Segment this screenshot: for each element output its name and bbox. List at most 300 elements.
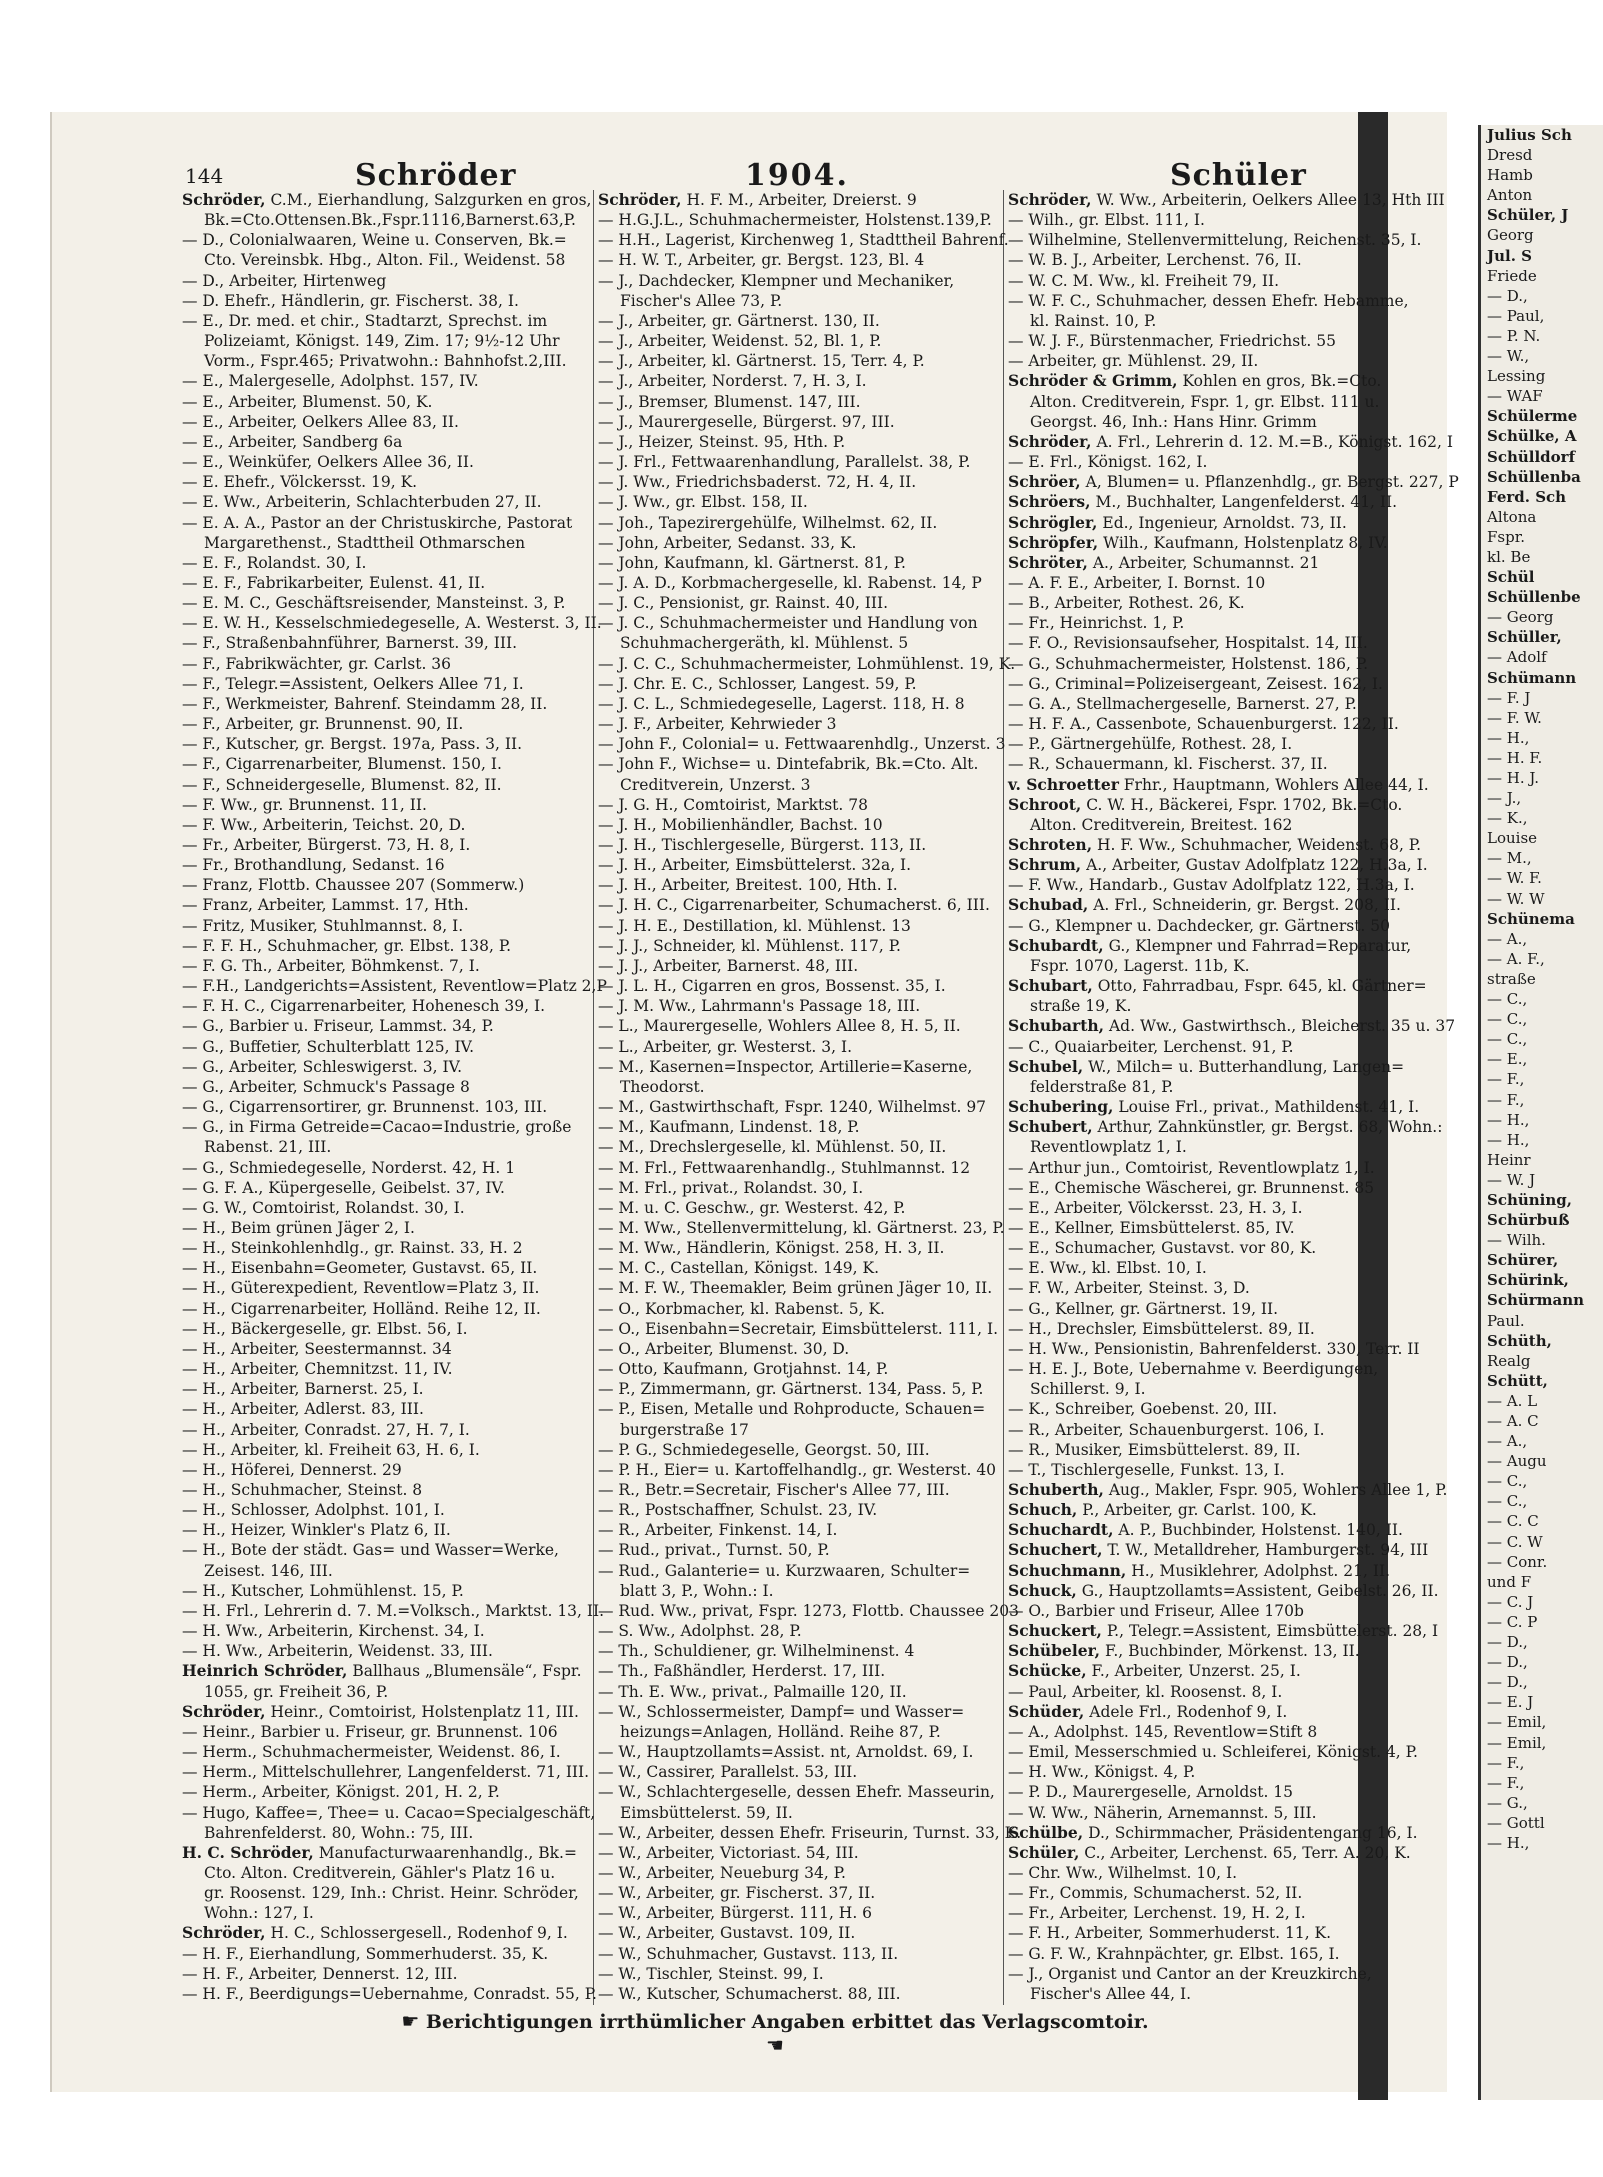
entry-text: — M., Gastwirthschaft, Fspr. 1240, Wilhelmst. 97 <box>598 1098 987 1117</box>
directory-entry <box>1008 190 1445 210</box>
next-page-fragment: Friede <box>1487 266 1537 285</box>
directory-entry <box>182 573 590 593</box>
entry-text: Creditverein, Unzerst. 3 <box>620 775 811 794</box>
next-page-fragment: — H., <box>1487 728 1530 747</box>
directory-entry <box>1008 1520 1408 1540</box>
entry-text: T. W., Metalldreher, Hamburgerst. 94, III <box>1107 1541 1429 1560</box>
next-page-fragment: Julius Sch <box>1487 126 1572 144</box>
entry-text: Arthur, Zahnkünstler, gr. Bergst. 68, Wohn.: <box>1097 1118 1443 1137</box>
next-page-fragment: Schüning, <box>1487 1190 1572 1209</box>
directory-entry <box>598 492 1000 512</box>
directory-entry <box>182 1440 590 1460</box>
entry-text: Wilh., Kaufmann, Holstenplatz 8, IV. <box>1103 533 1388 552</box>
directory-entry <box>182 1218 590 1238</box>
directory-entry <box>598 533 1000 553</box>
directory-entry <box>182 392 590 412</box>
entry-surname: Schubad, <box>1008 895 1089 915</box>
directory-entry <box>598 654 1016 674</box>
directory-entry <box>1008 1097 1420 1117</box>
directory-entry <box>182 1722 590 1742</box>
entry-text: — H., Arbeiter, kl. Freiheit 63, H. 6, I. <box>182 1440 480 1459</box>
entry-text: — H., Bote der städt. Gas= und Wasser=Werke, <box>182 1541 559 1560</box>
entry-text: — F., Schneidergeselle, Blumenst. 82, II. <box>182 775 502 794</box>
directory-entry <box>598 633 1000 653</box>
column-1 <box>182 190 607 2005</box>
entry-text: — Th., Faßhändler, Herderst. 17, III. <box>598 1662 886 1681</box>
entry-surname: Schubering, <box>1008 1097 1114 1117</box>
entry-text: — J. L. H., Cigarren en gros, Bossenst. 35, I. <box>598 977 946 996</box>
directory-entry <box>598 1682 1000 1702</box>
directory-entry <box>598 1722 1000 1742</box>
next-page-fragment: Georg <box>1487 226 1534 245</box>
entry-text: — E. Ww., Arbeiterin, Schlachterbuden 27, II. <box>182 493 542 512</box>
directory-entry <box>182 351 590 371</box>
entry-text: Bahrenfelderst. 80, Wohn.: 75, III. <box>204 1823 474 1842</box>
entry-text: — H., Schlosser, Adolphst. 101, I. <box>182 1501 445 1520</box>
directory-entry <box>598 513 1000 533</box>
directory-entry <box>182 1903 590 1923</box>
next-page-fragment: — A. C <box>1487 1412 1539 1430</box>
entry-text: — H., Drechsler, Eimsbüttelerst. 89, II. <box>1008 1319 1315 1338</box>
entry-text: — John, Kaufmann, kl. Gärtnerst. 81, P. <box>598 553 906 572</box>
directory-entry <box>1008 1580 1439 1601</box>
entry-surname: Schubert, <box>1008 1117 1093 1137</box>
entry-text: — M., Drechslergeselle, kl. Mühlenst. 50, II. <box>598 1138 947 1157</box>
next-page-fragment: — C., <box>1487 1492 1528 1511</box>
directory-entry <box>1008 613 1408 633</box>
footer-text: Berichtigungen irrthümlicher Angaben erbittet das Verlagscomtoir. <box>425 2011 1149 2033</box>
entry-text: Fischer's Allee 44, I. <box>1030 1984 1192 2003</box>
year-heading: 1904. <box>745 158 849 193</box>
entry-text: — F. Ww., Handarb., Gustav Adolfplatz 122, H.3a, I. <box>1008 876 1415 895</box>
entry-text: — J. H., Mobilienhändler, Bachst. 10 <box>598 815 883 834</box>
entry-text: — J. H., Arbeiter, Breitest. 100, Hth. I. <box>598 876 898 895</box>
directory-entry <box>1008 1440 1408 1460</box>
entry-surname: Schröder, <box>182 1701 266 1721</box>
directory-entry <box>1008 1037 1408 1057</box>
next-page-fragment: — F., <box>1487 1070 1525 1089</box>
entry-surname: Schröers, <box>1008 492 1091 512</box>
entry-text: Reventlowplatz 1, I. <box>1030 1138 1187 1157</box>
entry-surname: v. Schroetter <box>1008 774 1119 794</box>
directory-entry <box>182 1520 590 1540</box>
entry-text: — Arbeiter, gr. Mühlenst. 29, II. <box>1008 352 1259 371</box>
directory-entry <box>1008 1702 1408 1722</box>
next-page-fragment: — E., <box>1487 1050 1528 1069</box>
next-page-fragment: Louise <box>1487 829 1538 848</box>
entry-text: M., Buchhalter, Langenfelderst. 41, II. <box>1095 493 1398 512</box>
directory-entry <box>182 1359 590 1379</box>
entry-text: — L., Maurergeselle, Wohlers Allee 8, H. 5, II. <box>598 1017 961 1036</box>
entry-text: — H., Arbeiter, Barnerst. 25, I. <box>182 1380 424 1399</box>
directory-entry <box>182 1460 590 1480</box>
directory-entry <box>1008 935 1412 956</box>
entry-text: — W., Tischler, Steinst. 99, I. <box>598 1964 824 1983</box>
entry-text: A., Arbeiter, Schumannst. 21 <box>1092 553 1320 572</box>
directory-entry <box>598 210 1000 230</box>
entry-text: — J. C. L., Schmiedegeselle, Lagerst. 118, H. 8 <box>598 694 965 713</box>
directory-entry <box>1008 1722 1408 1742</box>
next-page-fragment: — C., <box>1487 990 1528 1009</box>
entry-text: Cto. Alton. Creditverein, Gähler's Platz 16 u. <box>204 1863 556 1882</box>
entry-text: — G. F. A., Küpergeselle, Geibelst. 37, IV. <box>182 1178 505 1197</box>
directory-entry <box>182 1682 590 1702</box>
directory-entry <box>1008 1057 1408 1077</box>
entry-text: Bk.=Cto.Ottensen.Bk.,Fspr.1116,Barnerst.63,P. <box>204 211 576 230</box>
entry-text: — J. H., Tischlergeselle, Bürgerst. 113, II. <box>598 836 927 854</box>
entry-text: — M. F. W., Theemakler, Beim grünen Jäger 10, II. <box>598 1279 993 1298</box>
next-page-fragment: Schüler, J <box>1487 206 1569 225</box>
directory-entry <box>182 1621 590 1641</box>
directory-entry <box>598 916 1000 936</box>
entry-text: — F. H. C., Cigarrenarbeiter, Hohenesch 39, I. <box>182 997 546 1016</box>
directory-entry <box>1008 875 1415 895</box>
next-page-fragment: — W., <box>1487 347 1530 366</box>
entry-surname: H. C. Schröder, <box>182 1842 314 1862</box>
entry-text: P., Arbeiter, gr. Carlst. 100, K. <box>1082 1501 1317 1520</box>
entry-text: — W., Arbeiter, Victoriast. 54, III. <box>598 1843 859 1862</box>
entry-text: — E. M. C., Geschäftsreisender, Mansteinst. 3, P. <box>182 594 566 613</box>
next-page-fragment: — W. F. <box>1487 869 1542 888</box>
directory-entry <box>1008 1621 1439 1641</box>
next-page-fragment: Lessing <box>1487 367 1546 386</box>
entry-text: burgerstraße 17 <box>620 1420 749 1439</box>
directory-entry <box>1008 1601 1408 1621</box>
directory-entry <box>598 1299 1000 1319</box>
next-page-fragment: — Wilh. <box>1487 1231 1546 1250</box>
entry-text: — H. Ww., Arbeiterin, Weidenst. 33, III. <box>182 1642 493 1661</box>
entry-text: A. Frl., Lehrerin d. 12. M.=B., Königst. 162, I <box>1096 432 1454 451</box>
entry-text: — W., Kutscher, Schumacherst. 88, III. <box>598 1984 901 2003</box>
entry-text: — A., Adolphst. 145, Reventlow=Stift 8 <box>1008 1722 1318 1741</box>
right-running-head: Schüler <box>1170 158 1307 193</box>
directory-entry <box>598 1379 1000 1399</box>
directory-entry <box>1008 714 1408 734</box>
entry-text: — G., Schuhmachermeister, Holstenst. 186, P. <box>1008 654 1369 673</box>
directory-entry <box>1008 1218 1408 1238</box>
directory-entry <box>598 1843 1000 1863</box>
entry-text: — G., Kellner, gr. Gärtnerst. 19, II. <box>1008 1299 1279 1318</box>
entry-text: — J., Arbeiter, Norderst. 7, H. 3, I. <box>598 372 867 391</box>
entry-text: — John, Arbeiter, Sedanst. 33, K. <box>598 533 857 552</box>
directory-entry <box>1008 1863 1408 1883</box>
directory-entry <box>1008 1500 1408 1520</box>
directory-entry <box>598 412 1000 432</box>
entry-text: — J. H. C., Cigarrenarbeiter, Schumacherst. 6, III. <box>598 896 990 915</box>
next-page-fragment: Altona <box>1487 507 1537 526</box>
entry-text: — H., Arbeiter, Adlerst. 83, III. <box>182 1400 424 1419</box>
entry-surname: Schübeler, <box>1008 1641 1101 1661</box>
next-page-fragment: Jul. S <box>1487 246 1532 265</box>
next-page-fragment: Hamb <box>1487 166 1533 185</box>
entry-text: — E., Weinküfer, Oelkers Allee 36, II. <box>182 453 474 472</box>
entry-text: — J., Arbeiter, kl. Gärtnerst. 15, Terr. 4, P. <box>598 352 925 371</box>
next-page-fragment: — C., <box>1487 1010 1528 1029</box>
entry-text: D., Schirmmacher, Präsidentengang 16, I. <box>1088 1823 1418 1842</box>
entry-text: — H., Eisenbahn=Geometer, Gustavst. 65, II. <box>182 1259 538 1278</box>
directory-entry <box>1008 1137 1408 1157</box>
entry-surname: Schuchmann, <box>1008 1560 1127 1580</box>
directory-entry <box>182 593 590 613</box>
entry-text: — W. Ww., Näherin, Arnemannst. 5, III. <box>1008 1803 1317 1822</box>
directory-entry <box>1008 1399 1408 1419</box>
entry-text: — F. O., Revisionsaufseher, Hospitalst. 14, III. <box>1008 634 1368 653</box>
directory-entry <box>1008 1742 1418 1762</box>
directory-entry <box>598 1339 1000 1359</box>
entry-text: Frhr., Hauptmann, Wohlers Allee 44, I. <box>1123 775 1429 794</box>
directory-entry <box>1008 1923 1408 1943</box>
entry-surname: Schuchardt, <box>1008 1520 1114 1540</box>
entry-text: Fischer's Allee 73, P. <box>620 291 783 310</box>
directory-entry <box>182 1540 590 1560</box>
directory-entry <box>182 976 607 996</box>
directory-entry <box>1008 1117 1443 1137</box>
entry-text: Zeisest. 146, III. <box>204 1561 333 1580</box>
directory-entry <box>182 1037 590 1057</box>
entry-text: Alton. Creditverein, Fspr. 1, gr. Elbst. 111 u. <box>1030 392 1380 411</box>
directory-entry <box>182 1178 590 1198</box>
next-page-fragment: und F <box>1487 1572 1532 1591</box>
entry-text: — Herm., Arbeiter, Königst. 201, H. 2, P. <box>182 1783 500 1802</box>
entry-text: H. F. M., Arbeiter, Dreierst. 9 <box>686 191 917 209</box>
directory-entry <box>598 895 1000 915</box>
directory-entry <box>598 1198 1000 1218</box>
directory-entry <box>182 1238 590 1258</box>
directory-entry <box>598 1117 1000 1137</box>
directory-entry <box>1008 694 1408 714</box>
entry-text: — J., Dachdecker, Klempner und Mechaniker, <box>598 271 955 290</box>
entry-text: H., Musiklehrer, Adolphst. 21, II. <box>1131 1561 1391 1580</box>
directory-entry <box>182 1097 590 1117</box>
entry-text: — John F., Colonial= u. Fettwaarenhdlg., Unzerst. 3 <box>598 735 1006 754</box>
directory-entry <box>598 1137 1000 1157</box>
entry-text: — K., Schreiber, Goebenst. 20, III. <box>1008 1400 1278 1419</box>
directory-entry <box>1008 1238 1408 1258</box>
directory-entry <box>598 1964 1000 1984</box>
entry-surname: Schröder, <box>598 190 682 209</box>
entry-text: — J. J., Arbeiter, Barnerst. 48, III. <box>598 956 859 975</box>
next-page-fragment: — F., <box>1487 1090 1525 1109</box>
directory-entry <box>182 855 590 875</box>
next-page-fragment: Schürink, <box>1487 1271 1569 1290</box>
directory-entry <box>182 1319 590 1339</box>
directory-entry <box>1008 1842 1411 1863</box>
entry-text: — S. Ww., Adolphst. 28, P. <box>598 1622 802 1641</box>
entry-text: — G., Cigarrensortirer, gr. Brunnenst. 103, III. <box>182 1098 548 1117</box>
entry-text: — J. Chr. E. C., Schlosser, Langest. 59, P. <box>598 674 917 693</box>
next-page-fragment: — J., <box>1487 789 1522 808</box>
next-page-fragment: Schürmann <box>1487 1291 1585 1310</box>
directory-entry <box>1008 1198 1408 1218</box>
next-page-fragment: — F., <box>1487 1753 1525 1772</box>
entry-text: — G., Klempner u. Dachdecker, gr. Gärtnerst. 50 <box>1008 916 1390 935</box>
entry-text: — H. F., Eierhandlung, Sommerhuderst. 35, K. <box>182 1944 549 1963</box>
entry-text: — M. C., Castellan, Königst. 149, K. <box>598 1259 880 1278</box>
entry-surname: Schücke, <box>1008 1661 1087 1681</box>
next-page-fragment: — D., <box>1487 1673 1528 1692</box>
entry-text: — H. W. T., Arbeiter, gr. Bergst. 123, Bl. 4 <box>598 251 925 270</box>
entry-text: — Fr., Brothandlung, Sedanst. 16 <box>182 856 445 875</box>
directory-entry <box>598 1037 1000 1057</box>
entry-text: — J. H., Arbeiter, Eimsbüttelerst. 32a, I. <box>598 856 912 875</box>
directory-entry <box>598 371 1000 391</box>
directory-entry <box>598 311 1000 331</box>
directory-entry <box>598 1420 1000 1440</box>
directory-entry <box>182 1601 605 1621</box>
directory-entry <box>598 674 1000 694</box>
next-page-fragment: Schülldorf <box>1487 447 1576 466</box>
entry-text: — Otto, Kaufmann, Grotjahnst. 14, P. <box>598 1360 889 1379</box>
next-page-fragment: — C. C <box>1487 1512 1539 1531</box>
directory-entry <box>1008 996 1408 1016</box>
entry-text: — F.H., Landgerichts=Assistent, Reventlow=Platz 2,P <box>182 977 607 996</box>
directory-entry <box>182 654 590 674</box>
entry-surname: Schröder, <box>1008 431 1092 451</box>
directory-entry <box>1008 654 1408 674</box>
directory-entry <box>182 916 590 936</box>
directory-entry <box>182 1923 590 1943</box>
directory-entry <box>1008 230 1422 250</box>
entry-text: Kohlen en gros, Bk.=Cto. <box>1182 372 1382 391</box>
column-rule <box>593 190 594 2005</box>
entry-text: — Franz, Flottb. Chaussee 207 (Sommerw.) <box>182 876 525 895</box>
next-page-fragment: Schürbuß <box>1487 1211 1570 1230</box>
directory-entry <box>1008 533 1408 553</box>
directory-entry <box>182 1803 596 1823</box>
entry-text: — H., Bäckergeselle, gr. Elbst. 56, I. <box>182 1319 468 1338</box>
directory-entry <box>1008 1883 1408 1903</box>
directory-entry <box>1008 1016 1456 1036</box>
entry-text: — M., Kaufmann, Lindenst. 18, P. <box>598 1118 860 1137</box>
directory-entry <box>598 230 1009 250</box>
next-page-fragment: — C. J <box>1487 1592 1534 1611</box>
entry-text: — E., Kellner, Eimsbüttelerst. 85, IV. <box>1008 1218 1295 1237</box>
pointing-hand-left-icon: ☚ <box>766 2033 784 2057</box>
pointing-hand-right-icon: ☛ <box>401 2009 420 2033</box>
directory-entry <box>1008 1803 1408 1823</box>
entry-text: — G. F. W., Krahnpächter, gr. Elbst. 165, I. <box>1008 1944 1340 1963</box>
directory-entry <box>598 250 1000 270</box>
entry-text: — G. A., Stellmachergeselle, Barnerst. 27, P. <box>1008 694 1357 713</box>
entry-text: — T., Tischlergeselle, Funkst. 13, I. <box>1008 1460 1285 1479</box>
next-page-fragment: — A., <box>1487 1432 1528 1451</box>
directory-entry <box>598 1601 1019 1621</box>
directory-entry <box>1008 895 1408 915</box>
entry-text: — Th. E. Ww., privat., Palmaille 120, II. <box>598 1682 907 1701</box>
entry-text: Georgst. 46, Inh.: Hans Hinr. Grimm <box>1030 412 1317 431</box>
directory-entry <box>598 351 1000 371</box>
directory-entry <box>182 1944 590 1964</box>
directory-entry <box>1008 815 1408 835</box>
entry-text: — J. G. H., Comtoirist, Marktst. 78 <box>598 795 868 814</box>
entry-text: — J., Arbeiter, Weidenst. 52, Bl. 1, P. <box>598 332 882 351</box>
next-page-fragment: — F. W. <box>1487 708 1542 727</box>
entry-text: G., Klempner und Fahrrad=Reparatur, <box>1108 936 1412 955</box>
entry-text: Wohn.: 127, I. <box>204 1904 314 1923</box>
directory-entry <box>182 1278 590 1298</box>
entry-text: G., Hauptzollamts=Assistent, Geibelst. 26, II. <box>1081 1581 1439 1600</box>
directory-entry <box>1008 351 1408 371</box>
directory-entry <box>182 1823 590 1843</box>
entry-surname: Schröter, <box>1008 552 1088 572</box>
next-page-fragment: — C., <box>1487 1472 1528 1491</box>
entry-text: — H. Ww., Königst. 4, P. <box>1008 1763 1196 1782</box>
entry-text: — E., Chemische Wäscherei, gr. Brunnenst. 85 <box>1008 1178 1375 1197</box>
directory-entry <box>598 1278 1000 1298</box>
entry-text: — A. F. E., Arbeiter, I. Bornst. 10 <box>1008 573 1266 592</box>
directory-entry <box>182 492 590 512</box>
next-page-fragment: Schüllenbe <box>1487 588 1581 607</box>
directory-entry <box>182 553 590 573</box>
directory-entry <box>1008 754 1408 774</box>
next-page-fragment: Schürer, <box>1487 1251 1559 1270</box>
next-page-edge <box>1478 125 1603 2100</box>
directory-entry <box>182 1843 590 1863</box>
directory-entry <box>1008 1480 1448 1500</box>
entry-text: — G., Buffetier, Schulterblatt 125, IV. <box>182 1037 475 1056</box>
directory-entry <box>1008 291 1408 311</box>
entry-text: — F. Ww., gr. Brunnenst. 11, II. <box>182 795 427 814</box>
directory-entry <box>598 795 1000 815</box>
entry-text: — H., Beim grünen Jäger 2, I. <box>182 1218 415 1237</box>
entry-text: — W., Arbeiter, Neueburg 34, P. <box>598 1863 846 1882</box>
directory-entry <box>182 694 590 714</box>
directory-entry <box>182 1702 590 1722</box>
directory-entry <box>182 1117 590 1137</box>
directory-entry <box>598 573 1000 593</box>
directory-entry <box>182 1480 590 1500</box>
entry-text: A., Arbeiter, Gustav Adolfplatz 122, H.3a, I. <box>1086 856 1428 875</box>
directory-entry <box>598 875 1000 895</box>
directory-entry <box>1008 916 1408 936</box>
next-page-fragment: Schüth, <box>1487 1331 1552 1350</box>
entry-text: — O., Arbeiter, Blumenst. 30, D. <box>598 1339 850 1358</box>
directory-entry <box>182 613 602 633</box>
entry-text: — J. J., Schneider, kl. Mühlenst. 117, P. <box>598 936 901 955</box>
directory-entry <box>182 331 590 351</box>
entry-text: — W., Arbeiter, Gustavst. 109, II. <box>598 1924 856 1943</box>
directory-entry <box>182 1581 590 1601</box>
directory-entry <box>182 775 590 795</box>
directory-entry <box>598 835 1000 855</box>
directory-entry <box>598 734 1006 754</box>
next-page-fragment: — A., <box>1487 929 1528 948</box>
entry-text: — E. Frl., Königst. 162, I. <box>1008 453 1208 472</box>
next-page-fragment: — H., <box>1487 1110 1530 1129</box>
column-rule <box>1003 190 1004 2005</box>
directory-entry <box>182 271 590 291</box>
entry-text: — Th., Schuldiener, gr. Wilhelminenst. 4 <box>598 1642 915 1661</box>
directory-entry <box>598 1984 1000 2004</box>
directory-entry <box>1008 1319 1408 1339</box>
directory-entry <box>598 613 1000 633</box>
directory-entry <box>598 331 1000 351</box>
directory-entry <box>598 1923 1000 1943</box>
directory-entry <box>1008 371 1408 391</box>
entry-text: — O., Eisenbahn=Secretair, Eimsbüttelerst. 111, I. <box>598 1319 999 1338</box>
entry-text: Cto. Vereinsbk. Hbg., Alton. Fil., Weidenst. 58 <box>204 251 566 270</box>
entry-text: — E. A. A., Pastor an der Christuskirche, Pastorat <box>182 513 573 532</box>
entry-text: — E. F., Rolandst. 30, I. <box>182 553 367 572</box>
directory-entry <box>598 1440 1000 1460</box>
entry-surname: Schubel, <box>1008 1056 1084 1076</box>
entry-surname: Schrögler, <box>1008 512 1098 532</box>
next-page-fragment: Heinr <box>1487 1150 1531 1169</box>
entry-text: — W. F. C., Schuhmacher, dessen Ehefr. Hebamme, <box>1008 291 1409 310</box>
next-page-fragment: Realg <box>1487 1351 1531 1370</box>
entry-text: — F., Straßenbahnführer, Barnerst. 39, III. <box>182 634 518 653</box>
directory-entry <box>1008 1359 1408 1379</box>
